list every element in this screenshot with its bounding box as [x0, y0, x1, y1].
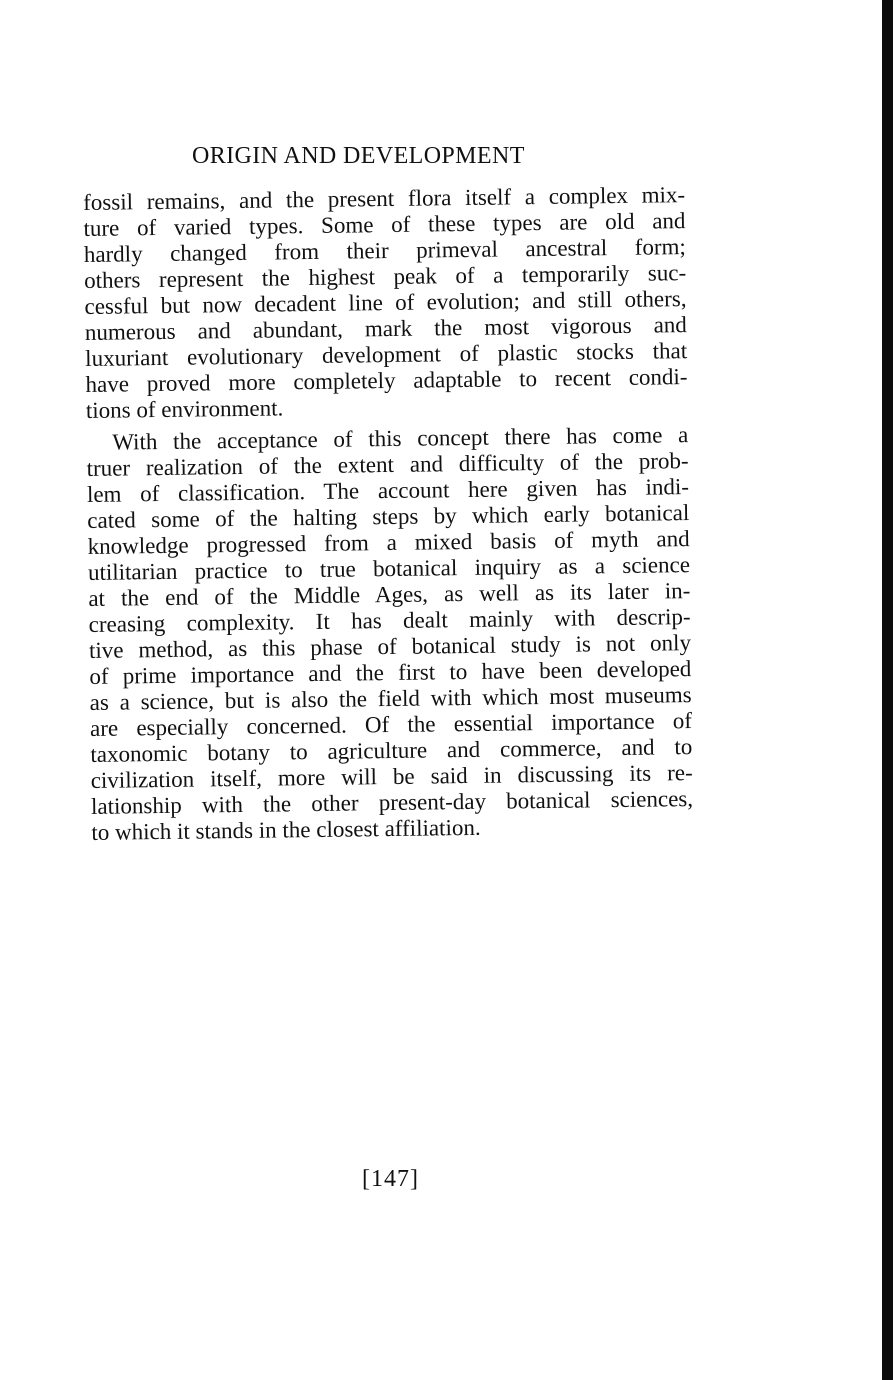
- paragraph: [86, 422, 693, 846]
- text-line: fossil remains, and the present flora itself a complex mix-: [83, 182, 686, 215]
- text-line: have proved more completely adaptable to recent condi-: [85, 364, 688, 397]
- text-line: others represent the highest peak of a temporarily suc-: [84, 260, 687, 293]
- running-head: ORIGIN AND DEVELOPMENT: [192, 143, 525, 169]
- text-line: civilization itself, more will be said in discussing its re-: [90, 760, 693, 793]
- paragraph: [83, 182, 688, 424]
- text-line: truer realization of the extent and difficulty of the prob-: [86, 448, 689, 481]
- body-text: [83, 182, 694, 846]
- text-line: lem of classification. The account here given has indi-: [86, 474, 690, 507]
- text-line: taxonomic botany to agriculture and commerce, and to: [90, 734, 693, 767]
- text-line: as a science, but is also the field with which most museums: [89, 682, 692, 715]
- text-line: utilitarian practice to true botanical inquiry as a science: [87, 552, 691, 585]
- text-line: hardly changed from their primeval ancestral form;: [83, 234, 686, 267]
- text-line: numerous and abundant, mark the most vigorous and: [84, 312, 687, 345]
- text-line: are especially concerned. Of the essential importance of: [89, 708, 693, 741]
- text-line: knowledge progressed from a mixed basis of myth and: [87, 526, 690, 559]
- text-line: at the end of the Middle Ages, as well as its later in-: [88, 578, 691, 611]
- page-number: [147]: [362, 1166, 419, 1192]
- text-line: lationship with the other present-day botanical sciences,: [90, 786, 694, 819]
- text-line: ture of varied types. Some of these types are old and: [83, 208, 686, 241]
- text-line: creasing complexity. It has dealt mainly with descrip-: [88, 604, 691, 637]
- text-line: of prime importance and the first to have been developed: [89, 656, 692, 689]
- text-line: luxuriant evolutionary development of plastic stocks that: [85, 338, 688, 371]
- text-line: cated some of the halting steps by which early botanical: [87, 500, 690, 533]
- text-line: With the acceptance of this concept there has come a: [112, 422, 689, 455]
- text-line: tive method, as this phase of botanical study is not only: [88, 630, 692, 663]
- text-line: tions of environment.: [85, 395, 284, 423]
- text-line: cessful but now decadent line of evolution; and still others,: [84, 286, 687, 319]
- text-line: to which it stands in the closest affiliation.: [91, 814, 481, 845]
- scan-page-edge: [882, 0, 893, 1380]
